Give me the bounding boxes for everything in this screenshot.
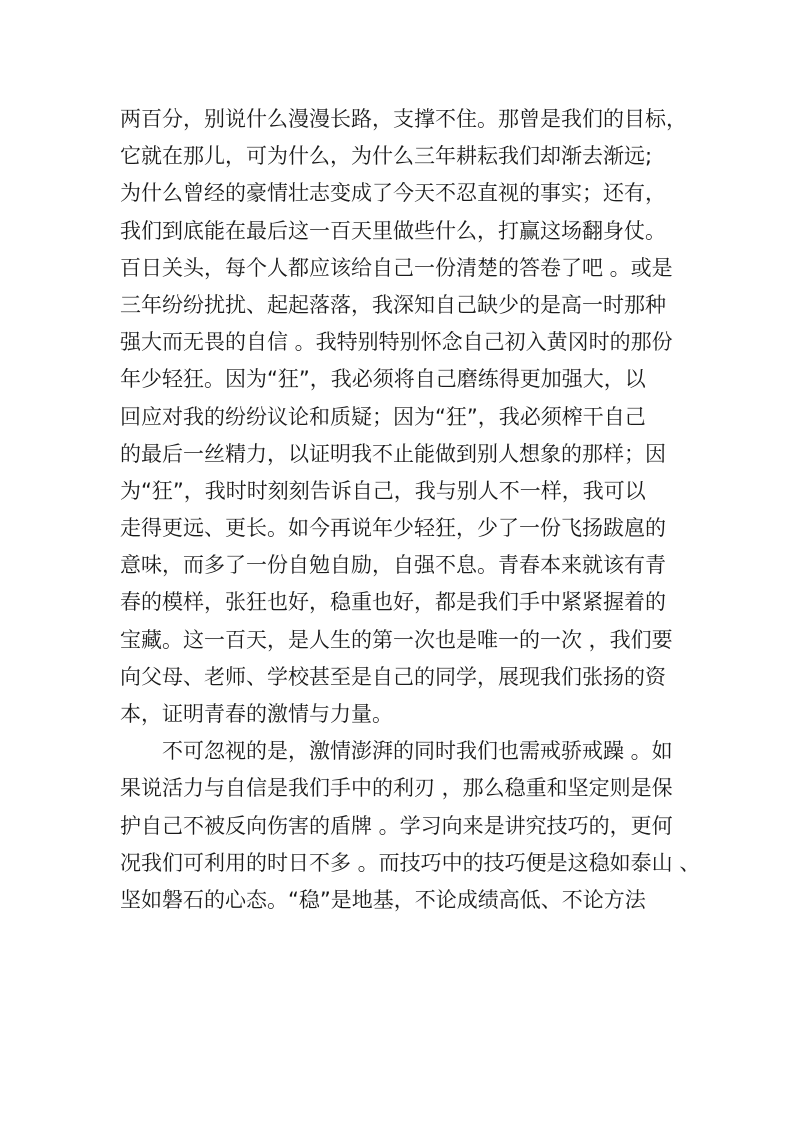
paragraph-1-line: 意味，而多了一份自勉自励，自强不息。青春本来就该有青 bbox=[120, 553, 666, 578]
paragraph-1-line: 的最后一丝精力，以证明我不止能做到别人想象的那样；因 bbox=[120, 441, 666, 466]
paragraph-2-line: 护自己不被反向伤害的盾牌 。学习向来是讲究技巧的，更何 bbox=[120, 813, 673, 838]
paragraph-1-line: 强大而无畏的自信 。我特别特别怀念自己初入黄冈时的那份 bbox=[120, 330, 673, 355]
paragraph-1-line: 三年纷纷扰扰、起起落落，我深知自己缺少的是高一时那种 bbox=[120, 292, 666, 317]
paragraph-1-line: 本，证明青春的激情与力量。 bbox=[120, 702, 393, 726]
paragraph-2-line: 坚如磐石的心态。“稳”是地基，不论成绩高低、不论方法 bbox=[120, 887, 646, 912]
paragraph-2-line: 况我们可利用的时日不多 。而技巧中的技巧便是这稳如泰山 、 bbox=[120, 850, 701, 875]
paragraph-1-line: 回应对我的纷纷议论和质疑；因为“狂”，我必须榨干自己 bbox=[120, 404, 646, 429]
document-body bbox=[120, 101, 701, 919]
paragraph-1-line: 我们到底能在最后这一百天里做些什么，打赢这场翻身仗。 bbox=[120, 218, 666, 243]
paragraph-1-line: 两百分，别说什么漫漫长路，支撑不住。那曾是我们的目标， bbox=[120, 107, 687, 131]
paragraph-1-line: 为什么曾经的豪情壮志变成了今天不忍直视的事实；还有， bbox=[120, 181, 666, 206]
paragraph-1-line: 向父母、老师、学校甚至是自己的同学，展现我们张扬的资 bbox=[120, 664, 666, 689]
paragraph-1-line: 为“狂”，我时时刻刻告诉自己，我与别人不一样，我可以 bbox=[120, 478, 646, 503]
paragraph-1-line: 它就在那儿，可为什么，为什么三年耕耘我们却渐去渐远; bbox=[120, 144, 653, 169]
paragraph-2-line: 果说活力与自信是我们手中的利刃 ，那么稳重和坚定则是保 bbox=[120, 776, 673, 801]
paragraph-1-line: 年少轻狂。因为“狂”，我必须将自己磨练得更加强大，以 bbox=[120, 367, 646, 392]
paragraph-1-line: 春的模样，张狂也好，稳重也好，都是我们手中紧紧握着的 bbox=[120, 590, 666, 615]
paragraph-1-line: 百日关头，每个人都应该给自己一份清楚的答卷了吧 。或是 bbox=[120, 255, 673, 280]
paragraph-2-line: 不可忽视的是，激情澎湃的同时我们也需戒骄戒躁 。如 bbox=[162, 739, 673, 764]
paragraph-1-line: 宝藏。这一百天，是人生的第一次也是唯一的一次 ，我们要 bbox=[120, 627, 673, 652]
paragraph-1-line: 走得更远、更长。如今再说年少轻狂，少了一份飞扬跋扈的 bbox=[120, 516, 666, 541]
